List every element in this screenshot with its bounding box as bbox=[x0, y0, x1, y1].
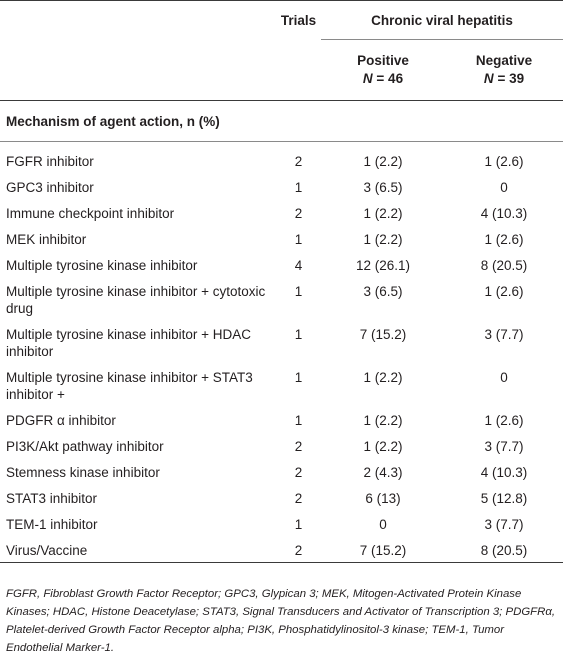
row-trials: 1 bbox=[294, 284, 303, 299]
row-positive: 7 (15.2) bbox=[359, 543, 407, 558]
row-positive: 7 (15.2) bbox=[359, 327, 407, 342]
row-positive: 3 (6.5) bbox=[363, 180, 403, 195]
header-negative-label: Negative bbox=[475, 53, 533, 68]
header-positive-n: N = 46 bbox=[362, 71, 404, 86]
row-trials: 4 bbox=[294, 258, 303, 273]
row-negative: 3 (7.7) bbox=[484, 517, 524, 532]
row-trials: 1 bbox=[294, 370, 303, 385]
row-name: FGFR inhibitor bbox=[6, 154, 94, 169]
row-trials: 2 bbox=[294, 439, 303, 454]
table-row bbox=[0, 536, 563, 563]
header-group-underline bbox=[321, 39, 563, 40]
header-negative-n: N = 39 bbox=[483, 71, 525, 86]
header-blank bbox=[0, 1, 276, 41]
row-trials: 1 bbox=[294, 413, 303, 428]
row-positive: 6 (13) bbox=[365, 491, 401, 506]
row-negative: 8 (20.5) bbox=[480, 543, 528, 558]
row-positive: 1 (2.2) bbox=[363, 206, 403, 221]
table-row bbox=[0, 147, 563, 173]
header-negative bbox=[445, 40, 563, 101]
row-negative: 4 (10.3) bbox=[480, 206, 528, 221]
row-negative: 1 (2.6) bbox=[484, 284, 524, 299]
row-negative: 5 (12.8) bbox=[480, 491, 528, 506]
table-row bbox=[0, 277, 563, 320]
row-positive: 1 (2.2) bbox=[363, 413, 403, 428]
row-trials: 1 bbox=[294, 232, 303, 247]
header-positive bbox=[321, 40, 445, 101]
header-row-2 bbox=[0, 40, 563, 101]
row-name: Virus/Vaccine bbox=[6, 543, 88, 558]
row-trials: 2 bbox=[294, 543, 303, 558]
row-trials: 1 bbox=[294, 517, 303, 532]
header-group bbox=[321, 1, 563, 41]
n-symbol: N bbox=[483, 71, 494, 86]
bottom-rule bbox=[0, 563, 563, 564]
row-name: PDGFR α inhibitor bbox=[6, 413, 116, 428]
table-row bbox=[0, 406, 563, 432]
row-negative: 1 (2.6) bbox=[484, 413, 524, 428]
header-row-1 bbox=[0, 1, 563, 41]
row-trials: 1 bbox=[294, 327, 303, 342]
row-negative: 8 (20.5) bbox=[480, 258, 528, 273]
section-row bbox=[0, 101, 563, 142]
row-trials: 2 bbox=[294, 206, 303, 221]
n-symbol: N bbox=[362, 71, 373, 86]
row-name: GPC3 inhibitor bbox=[6, 180, 94, 195]
row-negative: 4 (10.3) bbox=[480, 465, 528, 480]
row-name: MEK inhibitor bbox=[6, 232, 87, 247]
row-name: Multiple tyrosine kinase inhibitor + HDAC inhibitor bbox=[6, 327, 251, 359]
row-negative: 0 bbox=[500, 180, 508, 195]
header-positive-label: Positive bbox=[357, 53, 409, 68]
row-trials: 1 bbox=[294, 180, 303, 195]
table-row bbox=[0, 320, 563, 363]
table-row bbox=[0, 225, 563, 251]
row-negative: 1 (2.6) bbox=[484, 154, 524, 169]
row-name: Multiple tyrosine kinase inhibitor + STAT3 inhibitor + bbox=[6, 370, 253, 402]
row-positive: 3 (6.5) bbox=[363, 284, 403, 299]
row-name: Stemness kinase inhibitor bbox=[6, 465, 160, 480]
row-negative: 3 (7.7) bbox=[484, 439, 524, 454]
row-positive: 1 (2.2) bbox=[363, 439, 403, 454]
row-negative: 0 bbox=[500, 370, 508, 385]
header-blank-2 bbox=[0, 40, 276, 101]
table-row bbox=[0, 432, 563, 458]
row-positive: 1 (2.2) bbox=[363, 154, 403, 169]
row-name: Multiple tyrosine kinase inhibitor + cytotoxic drug bbox=[6, 284, 266, 316]
table-row bbox=[0, 199, 563, 225]
row-name: PI3K/Akt pathway inhibitor bbox=[6, 439, 164, 454]
row-name: Immune checkpoint inhibitor bbox=[6, 206, 175, 221]
table-row bbox=[0, 363, 563, 406]
table-footnote: FGFR, Fibroblast Growth Factor Receptor; GPC3, Glypican 3; MEK, Mitogen-Activated Protein Kinase Kinases; HDAC, Histone Deacetylase; STAT3, Signal Transducers and Activator of Transcription 3; PDGFRα, Platelet-derived Growth Factor Receptor alpha; PI3K, Phosphatidylinositol-3 kinase; TEM-1, Tumor Endothelial Marker-1. bbox=[6, 588, 556, 654]
section-title: Mechanism of agent action, n (%) bbox=[6, 114, 220, 129]
table-row bbox=[0, 251, 563, 277]
row-trials: 2 bbox=[294, 465, 303, 480]
table-row bbox=[0, 484, 563, 510]
header-trials: Trials bbox=[280, 13, 317, 28]
row-negative: 3 (7.7) bbox=[484, 327, 524, 342]
row-name: STAT3 inhibitor bbox=[6, 491, 98, 506]
header-group-label: Chronic viral hepatitis bbox=[371, 13, 513, 28]
table-row bbox=[0, 510, 563, 536]
table-row bbox=[0, 458, 563, 484]
row-negative: 1 (2.6) bbox=[484, 232, 524, 247]
row-trials: 2 bbox=[294, 491, 303, 506]
row-name: Multiple tyrosine kinase inhibitor bbox=[6, 258, 198, 273]
header-blank-3 bbox=[276, 40, 321, 101]
row-trials: 2 bbox=[294, 154, 303, 169]
row-name: TEM-1 inhibitor bbox=[6, 517, 98, 532]
table-row bbox=[0, 173, 563, 199]
row-positive: 1 (2.2) bbox=[363, 370, 403, 385]
row-positive: 1 (2.2) bbox=[363, 232, 403, 247]
row-positive: 12 (26.1) bbox=[355, 258, 411, 273]
row-positive: 0 bbox=[379, 517, 387, 532]
row-positive: 2 (4.3) bbox=[363, 465, 403, 480]
